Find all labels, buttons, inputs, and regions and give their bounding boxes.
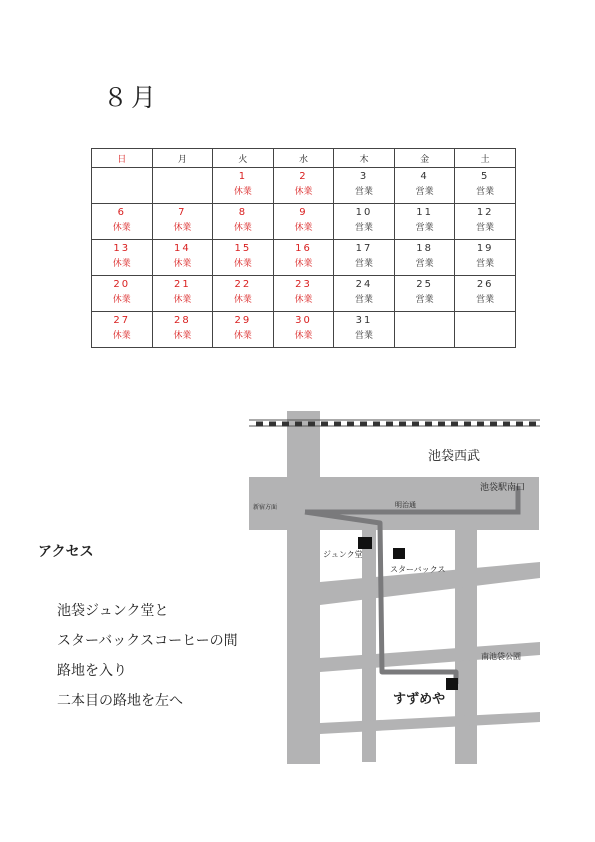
day-status: 休業 — [233, 331, 252, 341]
day-number: 1 — [238, 171, 248, 182]
day-status: 休業 — [112, 259, 131, 269]
day-number: 24 — [355, 279, 373, 290]
day-status: 休業 — [173, 223, 192, 233]
diagonal-road-bottom — [320, 712, 540, 734]
day-status: 休業 — [112, 295, 131, 305]
day-number: 26 — [476, 279, 494, 290]
day-status: 営業 — [476, 223, 495, 233]
day-number: 31 — [355, 315, 373, 326]
access-line-2: スターバックスコーヒーの間 — [57, 633, 238, 649]
weekday-mon: 月 — [152, 149, 213, 168]
main-vertical-road — [287, 411, 320, 764]
station-label: 池袋西武 — [428, 449, 481, 464]
shop-marker — [446, 678, 458, 690]
day-number: 27 — [113, 315, 131, 326]
day-status: 営業 — [355, 331, 374, 341]
access-line-1: 池袋ジュンク堂と — [57, 603, 169, 619]
weekday-sun: 日 — [92, 149, 153, 168]
day-number: 8 — [238, 207, 248, 218]
day-status: 休業 — [294, 331, 313, 341]
day-status: 休業 — [233, 295, 252, 305]
weekday-thu: 木 — [334, 149, 395, 168]
day-number: 4 — [420, 171, 429, 182]
day-status: 休業 — [112, 223, 131, 233]
starbucks-marker — [393, 548, 405, 559]
weekday-fri: 金 — [394, 149, 455, 168]
day-status: 休業 — [173, 331, 192, 341]
day-status: 営業 — [476, 259, 495, 269]
day-status: 営業 — [415, 223, 434, 233]
day-number: 9 — [299, 207, 308, 218]
day-number: 15 — [234, 243, 252, 254]
day-number: 25 — [416, 279, 433, 290]
day-number: 19 — [476, 243, 494, 254]
day-number: 23 — [295, 279, 312, 290]
day-number: 6 — [117, 207, 126, 218]
day-status: 休業 — [173, 295, 192, 305]
day-number: 5 — [481, 171, 490, 182]
day-status: 休業 — [294, 223, 313, 233]
junkudo-marker — [358, 537, 372, 549]
starbucks-label: スターバックス — [390, 565, 446, 574]
day-status: 休業 — [294, 259, 313, 269]
day-status: 休業 — [233, 187, 252, 197]
day-status: 営業 — [355, 259, 374, 269]
day-number: 21 — [173, 279, 191, 290]
access-line-4: 二本目の路地を左へ — [57, 693, 183, 709]
day-number: 14 — [173, 243, 191, 254]
day-status: 休業 — [233, 223, 252, 233]
day-number: 22 — [234, 279, 252, 290]
junkudo-label: ジュンク堂 — [323, 550, 363, 559]
day-number: 2 — [299, 171, 308, 182]
day-status: 営業 — [355, 295, 374, 305]
weekday-tue: 火 — [213, 149, 274, 168]
day-number: 17 — [355, 243, 373, 254]
day-status: 休業 — [294, 295, 313, 305]
day-status: 営業 — [415, 259, 434, 269]
day-number: 28 — [173, 315, 191, 326]
day-number: 20 — [113, 279, 131, 290]
map-roads — [249, 411, 540, 764]
day-number: 29 — [234, 315, 252, 326]
meiji-street-label: 明治通 — [395, 501, 416, 509]
park-label: 南池袋公園 — [481, 652, 521, 661]
shinjuku-direction-label: 新宿方面 — [253, 504, 278, 511]
day-number: 30 — [295, 315, 312, 326]
day-number: 3 — [359, 171, 369, 182]
weekday-wed: 水 — [273, 149, 334, 168]
day-number: 18 — [416, 243, 433, 254]
day-status: 営業 — [415, 295, 434, 305]
day-status: 休業 — [233, 259, 252, 269]
day-status: 休業 — [173, 259, 192, 269]
weekday-sat: 土 — [455, 149, 516, 168]
day-number: 16 — [295, 243, 312, 254]
station-exit-label: 池袋駅南口 — [480, 483, 526, 493]
access-heading: アクセス — [38, 544, 94, 560]
month-title: ８月 — [103, 83, 160, 112]
day-number: 10 — [355, 207, 373, 218]
shop-name-label: すずめや — [393, 692, 446, 707]
day-status: 営業 — [476, 295, 495, 305]
day-number: 11 — [416, 207, 433, 218]
day-status: 営業 — [355, 223, 374, 233]
day-number: 7 — [178, 207, 187, 218]
day-number: 12 — [476, 207, 494, 218]
day-status: 休業 — [294, 187, 313, 197]
day-status: 営業 — [415, 187, 434, 197]
day-status: 休業 — [112, 331, 131, 341]
day-status: 営業 — [355, 187, 374, 197]
day-number: 13 — [113, 243, 131, 254]
day-status: 営業 — [476, 187, 495, 197]
access-line-3: 路地を入り — [57, 663, 127, 679]
